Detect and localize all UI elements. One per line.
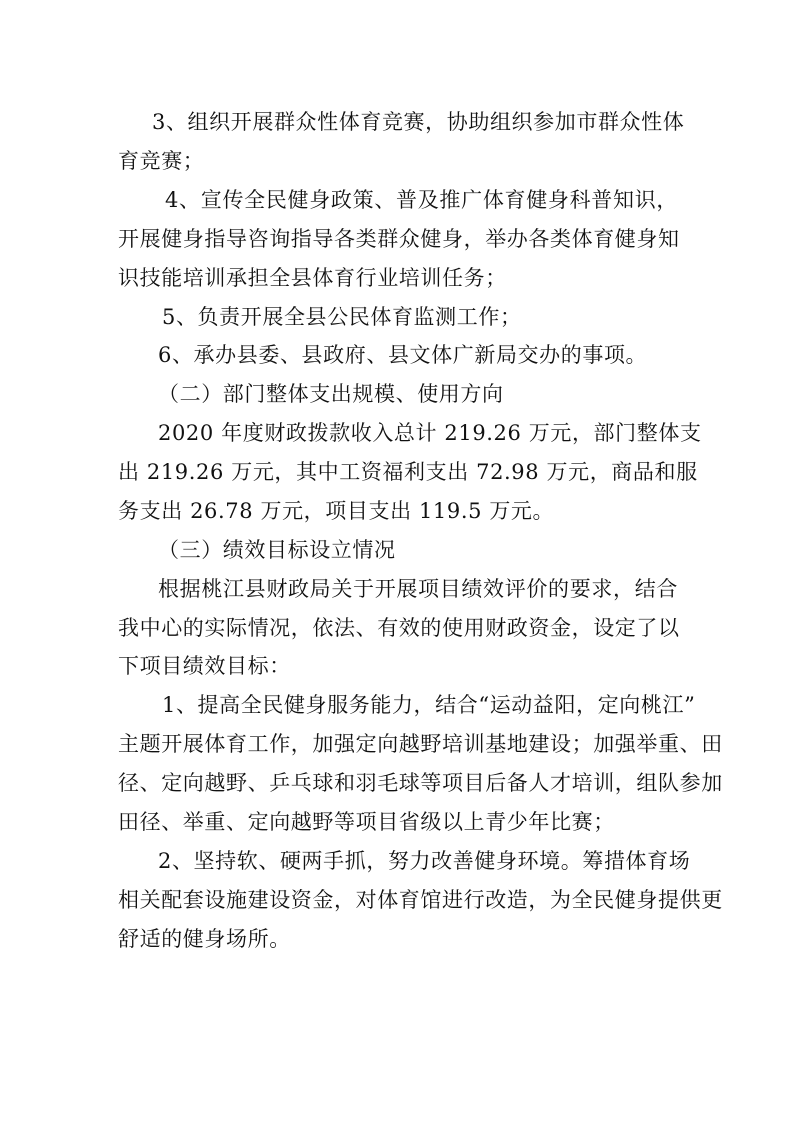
paragraph-line-17: 主题开展体育工作，加强定向越野培训基地建设；加强举重、田 xyxy=(118,732,723,756)
paragraph-line-11: 务支出 26.78 万元，项目支出 119.5 万元。 xyxy=(118,499,555,523)
paragraph-line-9: 2020 年度财政拨款收入总计 219.26 万元，部门整体支 xyxy=(158,421,702,445)
paragraph-line-4: 开展健身指导咨询指导各类群众健身，举办各类体育健身知 xyxy=(118,227,680,251)
section-heading-2: （二）部门整体支出规模、使用方向 xyxy=(158,382,504,406)
paragraph-line-2: 育竞赛； xyxy=(118,149,205,173)
paragraph-line-22: 舒适的健身场所。 xyxy=(118,927,291,951)
paragraph-line-16: 1、提高全民健身服务能力，结合“运动益阳，定向桃江” xyxy=(162,693,696,717)
paragraph-line-6: 5、负责开展全县公民体育监测工作； xyxy=(162,305,522,329)
paragraph-line-5: 识技能培训承担全县体育行业培训任务； xyxy=(118,266,507,290)
paragraph-line-13: 根据桃江县财政局关于开展项目绩效评价的要求，结合 xyxy=(158,577,678,601)
paragraph-line-18: 径、定向越野、乒乓球和羽毛球等项目后备人才培训，组队参加 xyxy=(118,771,723,795)
paragraph-line-3: 4、宣传全民健身政策、普及推广体育健身科普知识， xyxy=(165,188,678,212)
paragraph-line-21: 相关配套设施建设资金，对体育馆进行改造，为全民健身提供更 xyxy=(118,888,723,912)
paragraph-line-20: 2、坚持软、硬两手抓，努力改善健身环境。筹措体育场 xyxy=(158,849,691,873)
paragraph-line-15: 下项目绩效目标： xyxy=(118,654,291,678)
paragraph-line-14: 我中心的实际情况，依法、有效的使用财政资金，设定了以 xyxy=(118,616,680,640)
section-heading-3: （三）绩效目标设立情况 xyxy=(158,538,396,562)
paragraph-line-10: 出 219.26 万元，其中工资福利支出 72.98 万元，商品和服 xyxy=(118,460,698,484)
paragraph-line-1: 3、组织开展群众性体育竞赛，协助组织参加市群众性体 xyxy=(152,110,685,134)
paragraph-line-19: 田径、举重、定向越野等项目省级以上青少年比赛； xyxy=(118,810,615,834)
paragraph-line-7: 6、承办县委、县政府、县文体广新局交办的事项。 xyxy=(158,343,648,367)
